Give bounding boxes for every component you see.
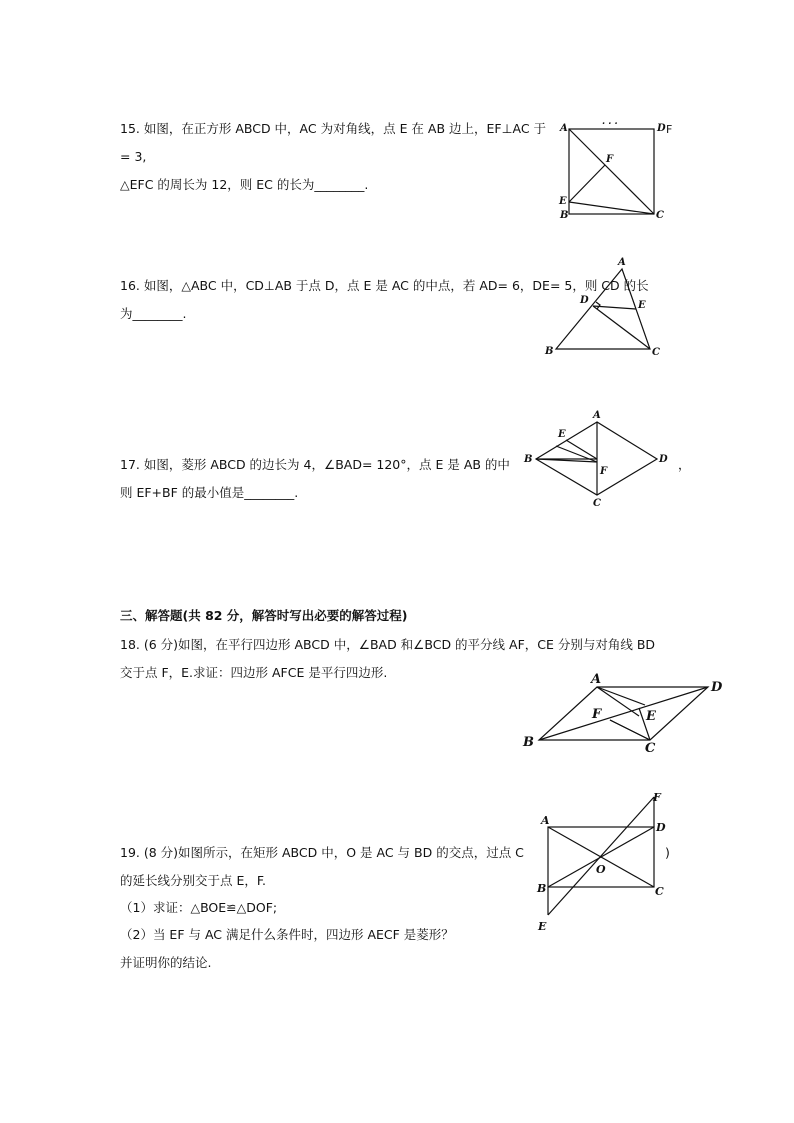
q18-label-b: B: [523, 735, 534, 750]
q16-label-c: C: [652, 347, 660, 358]
q17-line1-tail: ，: [678, 457, 691, 472]
q19-label-a: A: [541, 814, 550, 827]
q18-label-f: F: [592, 707, 602, 722]
q18-line2: 交于点 F，E.求证：四边形 AFCE 是平行四边形.: [120, 665, 388, 680]
q15-label-e: E: [559, 196, 567, 207]
q19-line3: （1）求证：△BOE≌△DOF;: [120, 900, 278, 915]
q15-label-d: D: [657, 123, 666, 134]
q15-line3: △EFC 的周长为 12，则 EC 的长为________.: [120, 177, 369, 192]
q15-label-c: C: [656, 210, 664, 221]
q15-label-edge-f: F: [666, 123, 673, 136]
q15-line2: = 3,: [120, 149, 147, 164]
q15-label-dots: . . .: [602, 117, 618, 127]
q18-label-c: C: [645, 741, 656, 756]
q16-line1: 16. 如图，△ABC 中，CD⊥AB 于点 D，点 E 是 AC 的中点，若 AD= 6，DE= 5，则 CD 的长: [120, 278, 649, 293]
q17-label-b: B: [524, 454, 533, 465]
q19-label-o: O: [596, 863, 606, 876]
q17-label-f: F: [600, 466, 608, 477]
q19-line4: （2）当 EF 与 AC 满足什么条件时，四边形 AECF 是菱形？: [120, 927, 454, 942]
q15-label-a: A: [560, 123, 568, 134]
q16-label-e: E: [638, 300, 646, 311]
q16-label-a: A: [618, 257, 626, 268]
q17-label-c: C: [593, 498, 601, 509]
q19-line1-text: 19. (8 分)如图所示，在矩形 ABCD 中，O 是 AC 与 BD 的交点，过点 C: [120, 845, 524, 860]
q19-line1-tail: ): [665, 845, 670, 860]
q15-line1: 15. 如图，在正方形 ABCD 中，AC 为对角线，点 E 在 AB 边上，EF⊥AC 于: [120, 121, 547, 136]
q16-line2: 为________.: [120, 306, 187, 321]
q17-label-d: D: [659, 454, 668, 465]
q18-line1: 18. (6 分)如图，在平行四边形 ABCD 中，∠BAD 和∠BCD 的平分线 AF，CE 分别与对角线 BD: [120, 637, 656, 652]
q15-label-b: B: [560, 210, 569, 221]
q19-label-b: B: [537, 882, 547, 895]
q19-label-f: F: [653, 791, 661, 804]
q15-label-f: F: [606, 154, 614, 165]
q19-line5: 并证明你的结论.: [120, 955, 212, 970]
q19-line2: 的延长线分别交于点 E，F.: [120, 873, 267, 888]
q17-line1-text: 17. 如图，菱形 ABCD 的边长为 4，∠BAD= 120°，点 E 是 AB 的中: [120, 457, 510, 472]
q16-label-d: D: [580, 295, 589, 306]
q16-label-b: B: [545, 346, 554, 357]
q18-label-e: E: [646, 709, 656, 724]
q19-label-e: E: [538, 920, 547, 933]
q19-label-c: C: [655, 885, 664, 898]
section3-heading: 三、解答题(共 82 分，解答时写出必要的解答过程): [120, 608, 408, 623]
q17-line2: 则 EF+BF 的最小值是________.: [120, 485, 299, 500]
q19-label-d: D: [656, 821, 666, 834]
q18-label-d: D: [711, 680, 723, 695]
q17-label-a: A: [593, 410, 601, 421]
q17-label-e: E: [558, 429, 566, 440]
q18-label-a: A: [591, 672, 602, 687]
